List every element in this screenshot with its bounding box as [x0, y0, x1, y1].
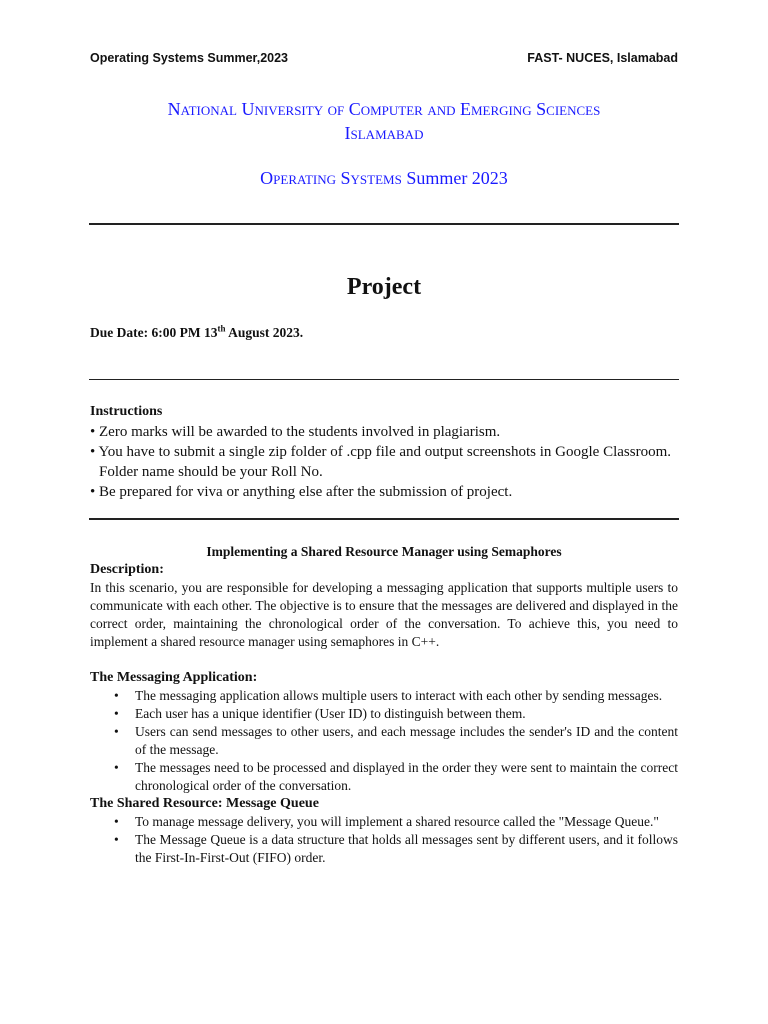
spacer: [90, 651, 678, 669]
messaging-heading: The Messaging Application:: [90, 670, 258, 685]
course-title: [90, 166, 678, 190]
university-title: [90, 97, 678, 145]
page-header: [90, 51, 678, 65]
due-date-ordinal: th: [217, 323, 226, 334]
course-name: Operating Systems: [260, 168, 402, 188]
queue-heading: The Shared Resource: Message Queue: [90, 796, 319, 811]
header-course: Operating Systems Summer,2023: [90, 51, 289, 65]
university-name: National University of Computer and Emerging Sciences: [167, 99, 601, 119]
due-date-prefix: Due Date: 6:00 PM 13: [90, 325, 218, 340]
divider-middle: [89, 379, 679, 380]
instruction-item: • Zero marks will be awarded to the students involved in plagiarism.: [90, 424, 501, 440]
list-item: • To manage message delivery, you will implement a shared resource called the "Message Queue.": [135, 813, 678, 831]
list-item: • The messages need to be processed and displayed in the order they were sent to maintain the correct chronological order of the conversation.: [135, 759, 678, 795]
instruction-item: • Be prepared for viva or anything else after the submission of project.: [90, 484, 513, 500]
course-term: Summer 2023: [401, 168, 508, 188]
header-institution: FAST- NUCES, Islamabad: [527, 51, 678, 65]
description-paragraph: In this scenario, you are responsible for developing a messaging application that supports multiple users to communicate with each other. The objective is to ensure that the messages are delivered and displayed in the correct order, maintaining the chronological order of the conversation. To achieve this, you need to implement a shared resource manager using semaphores in C++.: [90, 580, 678, 649]
instruction-item: • You have to submit a single zip folder of .cpp file and output screenshots in Google Classroom. Folder name should be your Roll No.: [90, 444, 672, 480]
due-date-suffix: August 2023.: [225, 325, 304, 340]
list-item: • The Message Queue is a data structure that holds all messages sent by different users, and it follows the First-In-First-Out (FIFO) order.: [135, 831, 678, 867]
divider-top: [89, 223, 679, 225]
queue-list: [90, 813, 678, 867]
section-title: Implementing a Shared Resource Manager using Semaphores: [206, 544, 562, 559]
instructions-block: [90, 402, 678, 502]
divider-bottom: [89, 518, 679, 520]
project-section: [90, 543, 678, 867]
due-date: [90, 325, 678, 341]
university-campus: Islamabad: [344, 123, 424, 143]
list-item: • Each user has a unique identifier (User ID) to distinguish between them.: [135, 705, 678, 723]
list-item: • The messaging application allows multiple users to interact with each other by sending messages.: [135, 687, 678, 705]
messaging-list: [90, 687, 678, 795]
project-title: Project: [346, 274, 422, 300]
list-item: • Users can send messages to other users, and each message includes the sender's ID and the content of the message.: [135, 723, 678, 759]
instructions-title: Instructions: [90, 404, 163, 419]
description-heading: Description:: [90, 562, 164, 577]
